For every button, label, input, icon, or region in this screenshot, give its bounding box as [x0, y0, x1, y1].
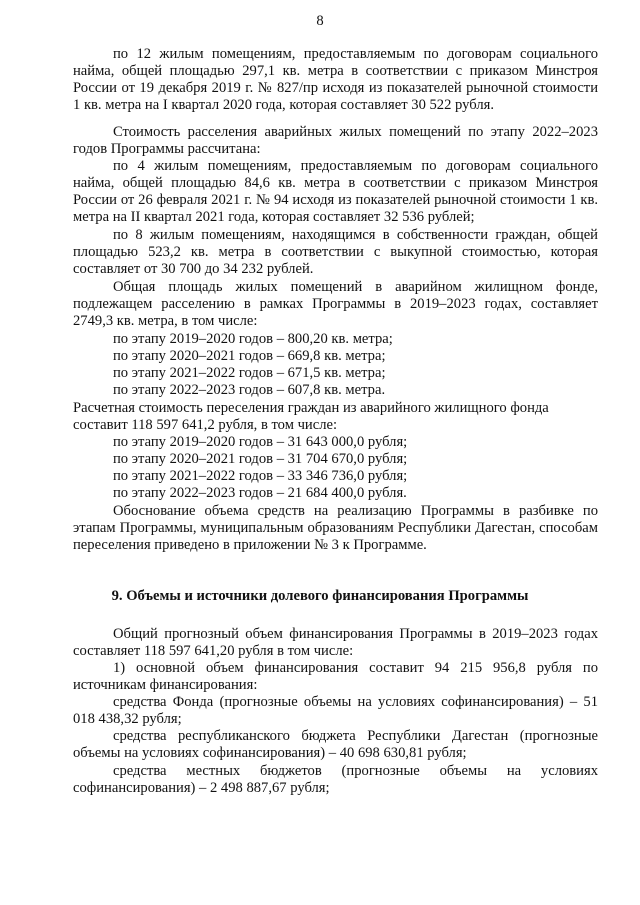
- section-heading: 9. Объемы и источники долевого финансирования Программы: [111, 588, 529, 604]
- paragraph-total-area: Общая площадь жилых помещений в аварийном жилищном фонде, подлежащем расселению в рамках Программы в 2019–2023 годах, составляет 2749,3 кв. метра, в том числе:: [73, 279, 598, 330]
- area-stage-item: по этапу 2021–2022 годов – 671,5 кв. метра;: [113, 365, 386, 381]
- paragraph-fund: средства Фонда (прогнозные объемы на условиях софинансирования) – 51 018 438,32 рубля;: [73, 694, 598, 728]
- paragraph-main-financing: 1) основной объем финансирования составит 94 215 956,8 рубля по источникам финансирования:: [73, 660, 598, 694]
- area-stage-item: по этапу 2022–2023 годов – 607,8 кв. метра.: [113, 382, 386, 398]
- page-number: 8: [316, 13, 324, 29]
- area-stage-item: по этапу 2020–2021 годов – 669,8 кв. метра;: [113, 348, 386, 364]
- paragraph-owned-8: по 8 жилым помещениям, находящимся в собственности граждан, общей площадью 523,2 кв. метра в соответствии с выкупной стоимостью, которая составляет от 30 700 до 34 232 рублей.: [73, 227, 598, 278]
- paragraph-social-rent-12: по 12 жилым помещениям, предоставляемым по договорам социального найма, общей площадью 297,1 кв. метра в соответствии с приказом Минстроя России от 19 декабря 2019 г. № 827/пр исходя из показателей рыночной стоимости 1 кв. метра на I квартал 2020 года, которая составляет 30 522 рубля.: [73, 46, 598, 114]
- paragraph-cost-2022-2023: Стоимость расселения аварийных жилых помещений по этапу 2022–2023 годов Программы рассчитана:: [73, 124, 598, 158]
- paragraph-estimated-cost-line2: составит 118 597 641,2 рубля, в том числе:: [73, 417, 338, 433]
- area-stage-item: по этапу 2019–2020 годов – 800,20 кв. метра;: [113, 331, 393, 347]
- cost-stage-item: по этапу 2019–2020 годов – 31 643 000,0 рубля;: [113, 434, 408, 450]
- paragraph-justification: Обоснование объема средств на реализацию Программы в разбивке по этапам Программы, муниципальным образованиям Республики Дагестан, способам переселения приведено в приложении № 3 к Программе.: [73, 503, 598, 554]
- paragraph-total-financing: Общий прогнозный объем финансирования Программы в 2019–2023 годах составляет 118 597 641,20 рубля в том числе:: [73, 626, 598, 660]
- cost-stage-item: по этапу 2020–2021 годов – 31 704 670,0 рубля;: [113, 451, 408, 467]
- paragraph-republic-budget: средства республиканского бюджета Республики Дагестан (прогнозные объемы на условиях софинансирования) – 40 698 630,81 рубля;: [73, 728, 598, 762]
- cost-stage-item: по этапу 2022–2023 годов – 21 684 400,0 рубля.: [113, 485, 407, 501]
- paragraph-estimated-cost-line1: Расчетная стоимость переселения граждан из аварийного жилищного фонда: [73, 400, 549, 416]
- paragraph-local-budgets: средства местных бюджетов (прогнозные объемы на условиях софинансирования) – 2 498 887,67 рубля;: [73, 763, 598, 797]
- paragraph-social-rent-4: по 4 жилым помещениям, предоставляемым по договорам социального найма, общей площадью 84,6 кв. метра в соответствии с приказом Минстроя России от 26 февраля 2021 г. № 94 исходя из показателей рыночной стоимости 1 кв. метра на II квартал 2021 года, которая составляет 32 536 рублей;: [73, 158, 598, 226]
- cost-stage-item: по этапу 2021–2022 годов – 33 346 736,0 рубля;: [113, 468, 408, 484]
